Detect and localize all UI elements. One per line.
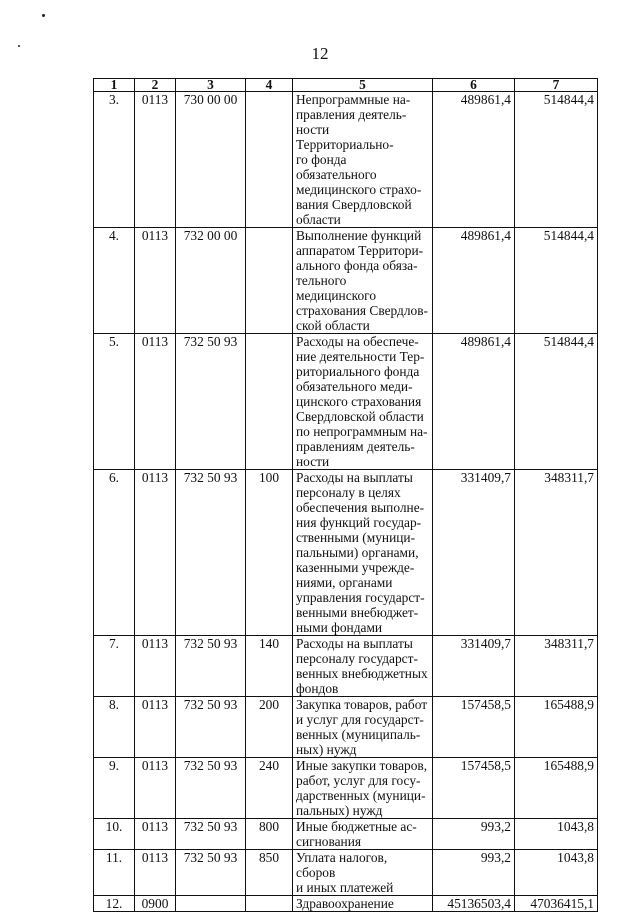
item-name-cell [293, 334, 433, 470]
amount-col6-cell: 157458,5 [433, 697, 515, 758]
expense-type-cell [246, 334, 293, 470]
amount-col7-cell: 514844,4 [515, 228, 598, 334]
item-name-line: по непрограммным на- [296, 424, 428, 439]
item-name-line: персоналу государст- [296, 651, 418, 666]
item-name-line: ской области [296, 318, 370, 333]
item-name-line: ниями, органами [296, 575, 393, 590]
row-number-cell: 5. [94, 334, 135, 470]
item-name-cell [293, 636, 433, 697]
item-name-line: ния функций государ- [296, 515, 422, 530]
item-name-line: обеспечения выполне- [296, 500, 425, 515]
item-name-line: Иные бюджетные ас- [296, 819, 417, 834]
amount-col6-cell: 993,2 [433, 819, 515, 850]
item-name-line: страхования Свердлов- [296, 303, 429, 318]
item-name-line: дарственных (муници- [296, 788, 426, 803]
row-number-cell: 12. [94, 896, 135, 912]
item-name-line: и услуг для государст- [296, 712, 424, 727]
item-name-line: Расходы на выплаты [296, 470, 413, 485]
amount-col6-cell: 331409,7 [433, 470, 515, 636]
section-code-cell: 0113 [135, 470, 176, 636]
item-name-line: ального фонда обяза- [296, 258, 418, 273]
column-header-row [94, 79, 598, 92]
item-name-line: тельного медицинского [296, 273, 377, 303]
section-code-cell: 0113 [135, 334, 176, 470]
target-code-cell: 732 50 93 [176, 819, 246, 850]
item-name-cell [293, 896, 433, 912]
item-name-line: цинского страхования [296, 394, 422, 409]
item-name-cell [293, 228, 433, 334]
section-code-cell: 0113 [135, 228, 176, 334]
row-number-cell: 4. [94, 228, 135, 334]
amount-col7-cell: 1043,8 [515, 819, 598, 850]
amount-col7-cell: 348311,7 [515, 636, 598, 697]
target-code-cell: 732 50 93 [176, 636, 246, 697]
section-code-cell: 0113 [135, 636, 176, 697]
budget-table [93, 78, 598, 912]
target-code-cell [176, 896, 246, 912]
item-name-cell [293, 470, 433, 636]
item-name-line: работ, услуг для госу- [296, 773, 421, 788]
item-name-cell [293, 850, 433, 896]
table-row [94, 228, 598, 334]
item-name-line: го фонда обязательного [296, 152, 377, 182]
item-name-line: ности Территориально- [296, 122, 394, 152]
item-name-line: Уплата налогов, сборов [296, 850, 388, 880]
amount-col7-cell: 348311,7 [515, 470, 598, 636]
item-name-line: венными внебюджет- [296, 605, 419, 620]
table-row [94, 850, 598, 896]
table-row [94, 758, 598, 819]
item-name-line: вания Свердловской [296, 197, 412, 212]
column-header: 4 [246, 79, 293, 92]
amount-col7-cell: 47036415,1 [515, 896, 598, 912]
table-row [94, 334, 598, 470]
page-number: 12 [311, 44, 329, 63]
item-name-line: пальных) нужд [296, 803, 383, 818]
expense-type-cell [246, 228, 293, 334]
section-code-cell: 0113 [135, 758, 176, 819]
row-number-cell: 7. [94, 636, 135, 697]
item-name-line: Иные закупки товаров, [296, 758, 428, 773]
section-code-cell: 0900 [135, 896, 176, 912]
target-code-cell: 732 50 93 [176, 850, 246, 896]
target-code-cell: 732 50 93 [176, 697, 246, 758]
column-header: 1 [94, 79, 135, 92]
table-row [94, 470, 598, 636]
item-name-cell [293, 697, 433, 758]
amount-col6-cell: 489861,4 [433, 92, 515, 228]
section-code-cell: 0113 [135, 697, 176, 758]
item-name-line: обязательного меди- [296, 379, 413, 394]
item-name-line: Расходы на выплаты [296, 636, 413, 651]
item-name-line: венных (муниципаль- [296, 727, 421, 742]
row-number-cell: 8. [94, 697, 135, 758]
item-name-line: персоналу в целях [296, 485, 401, 500]
row-number-cell: 10. [94, 819, 135, 850]
table-row [94, 92, 598, 228]
item-name-line: медицинского страхо- [296, 182, 422, 197]
item-name-line: правлениям деятель- [296, 439, 415, 454]
amount-col7-cell: 514844,4 [515, 92, 598, 228]
column-header: 7 [515, 79, 598, 92]
row-number-cell: 6. [94, 470, 135, 636]
item-name-line: пальными) органами, [296, 545, 419, 560]
table-row [94, 636, 598, 697]
item-name-line: и иных платежей [296, 880, 394, 895]
amount-col7-cell: 165488,9 [515, 697, 598, 758]
item-name-line: Свердловской области [296, 409, 424, 424]
item-name-line: ственными (муници- [296, 530, 416, 545]
item-name-line: венных внебюджетных [296, 666, 428, 681]
expense-type-cell: 100 [246, 470, 293, 636]
amount-col6-cell: 45136503,4 [433, 896, 515, 912]
target-code-cell: 732 50 93 [176, 470, 246, 636]
item-name-line: Выполнение функций [296, 228, 422, 243]
amount-col7-cell: 1043,8 [515, 850, 598, 896]
item-name-line: Закупка товаров, работ [296, 697, 428, 712]
target-code-cell: 730 00 00 [176, 92, 246, 228]
item-name-line: правления деятель- [296, 107, 407, 122]
target-code-cell: 732 50 93 [176, 334, 246, 470]
amount-col6-cell: 157458,5 [433, 758, 515, 819]
item-name-line: сигнования [296, 834, 362, 849]
expense-type-cell: 850 [246, 850, 293, 896]
item-name-line: Непрограммные на- [296, 92, 411, 107]
item-name-cell [293, 92, 433, 228]
column-header: 5 [293, 79, 433, 92]
expense-type-cell: 800 [246, 819, 293, 850]
column-header: 2 [135, 79, 176, 92]
expense-type-cell: 240 [246, 758, 293, 819]
item-name-line: риториального фонда [296, 364, 420, 379]
amount-col6-cell: 993,2 [433, 850, 515, 896]
item-name-line: ние деятельности Тер- [296, 349, 425, 364]
expense-type-cell [246, 92, 293, 228]
row-number-cell: 9. [94, 758, 135, 819]
table-row [94, 896, 598, 912]
row-number-cell: 11. [94, 850, 135, 896]
item-name-cell [293, 758, 433, 819]
amount-col6-cell: 489861,4 [433, 228, 515, 334]
item-name-cell [293, 819, 433, 850]
item-name-line: ными фондами [296, 620, 383, 635]
row-number-cell: 3. [94, 92, 135, 228]
table-row [94, 819, 598, 850]
section-code-cell: 0113 [135, 850, 176, 896]
amount-col6-cell: 331409,7 [433, 636, 515, 697]
amount-col6-cell: 489861,4 [433, 334, 515, 470]
item-name-line: ных) нужд [296, 742, 357, 757]
item-name-line: области [296, 212, 341, 227]
item-name-line: Здравоохранение [296, 896, 394, 911]
expense-type-cell: 200 [246, 697, 293, 758]
item-name-line: Расходы на обеспече- [296, 334, 419, 349]
column-header: 3 [176, 79, 246, 92]
amount-col7-cell: 514844,4 [515, 334, 598, 470]
table-body [94, 92, 598, 912]
target-code-cell: 732 50 93 [176, 758, 246, 819]
table-row [94, 697, 598, 758]
section-code-cell: 0113 [135, 819, 176, 850]
item-name-line: ности [296, 454, 330, 469]
item-name-line: фондов [296, 681, 339, 696]
scan-speck [42, 14, 45, 17]
column-header: 6 [433, 79, 515, 92]
item-name-line: управления государст- [296, 590, 425, 605]
item-name-line: казенными учрежде- [296, 560, 415, 575]
item-name-line: аппаратом Территори- [296, 243, 424, 258]
section-code-cell: 0113 [135, 92, 176, 228]
target-code-cell: 732 00 00 [176, 228, 246, 334]
amount-col7-cell: 165488,9 [515, 758, 598, 819]
expense-type-cell [246, 896, 293, 912]
expense-type-cell: 140 [246, 636, 293, 697]
